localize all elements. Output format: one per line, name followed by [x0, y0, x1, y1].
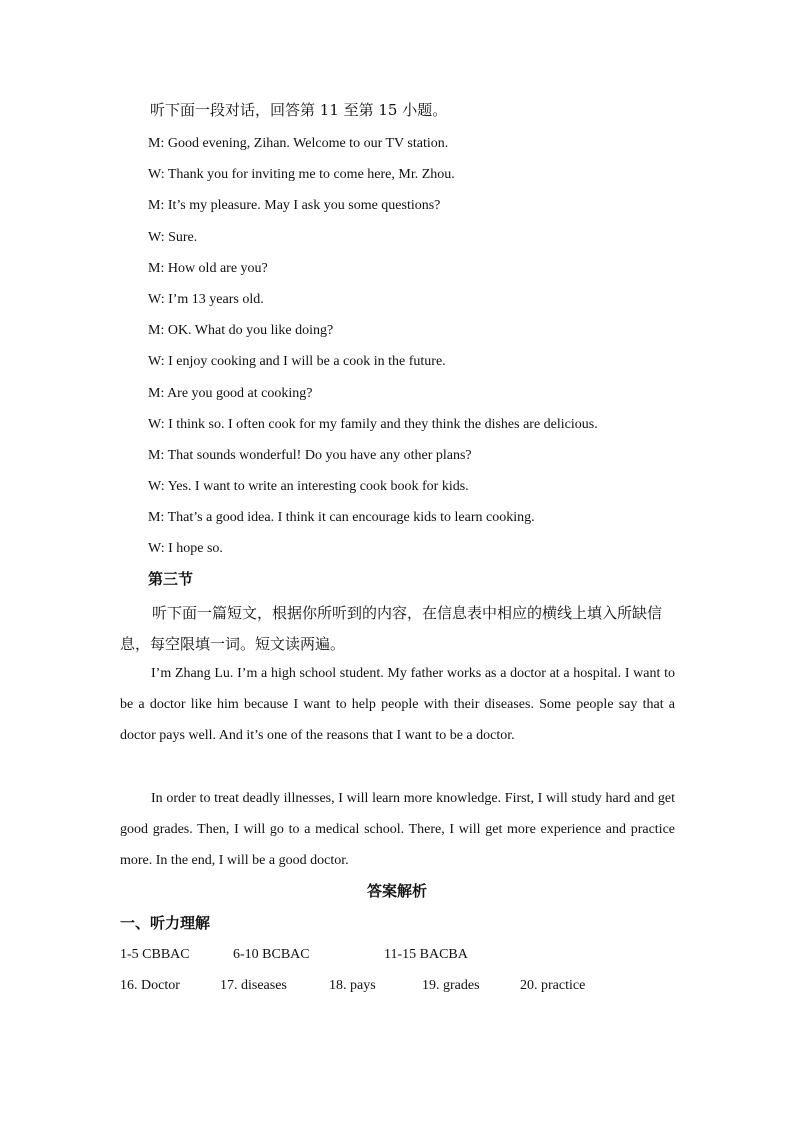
- dialogue-line: M: That sounds wonderful! Do you have any other plans?: [148, 447, 472, 463]
- dialogue-line: M: How old are you?: [148, 260, 268, 276]
- dialogue-line: W: Sure.: [148, 229, 198, 245]
- answer-group: 6-10 BCBAC: [233, 947, 310, 962]
- dialogue-line: W: I hope so.: [148, 541, 223, 557]
- dialogue-line: W: I think so. I often cook for my family and they think the dishes are delicious.: [148, 416, 598, 432]
- dialogue-line: M: OK. What do you like doing?: [148, 323, 334, 339]
- section-instruction: 听下面一篇短文，根据你所听到的内容，在信息表中相应的横线上填入所缺信息，每空限填一词。短文读两遍。: [120, 604, 663, 653]
- answer-item: 18. pays: [329, 978, 376, 993]
- answer-item: 16. Doctor: [120, 978, 180, 993]
- dialogue-line: M: Good evening, Zihan. Welcome to our TV station.: [148, 136, 449, 151]
- dialogue-line: W: Yes. I want to write an interesting cook book for kids.: [148, 479, 469, 495]
- passage-paragraph: I’m Zhang Lu. I’m a high school student. My father works as a doctor at a hospital. I want to be a doctor like him because I want to help people with their diseases. Some people say that a doctor pays well. And it’s one of the reasons that I want to be a doctor.: [120, 666, 675, 744]
- dialogue-line: M: It’s my pleasure. May I ask you some questions?: [148, 198, 441, 214]
- passage-paragraph: In order to treat deadly illnesses, I will learn more knowledge. First, I will study hard and get good grades. Then, I will go to a medical school. There, I will get more experience and practice more. In the end, I will be a good doctor.: [120, 791, 675, 869]
- answer-group: 11-15 BACBA: [384, 947, 468, 962]
- dialogue-line: W: Thank you for inviting me to come here, Mr. Zhou.: [148, 167, 455, 183]
- answer-item: 19. grades: [422, 978, 480, 993]
- answer-item: 17. diseases: [220, 978, 287, 993]
- dialogue-transcript: [148, 132, 708, 569]
- section-heading: 第三节: [148, 570, 194, 588]
- answer-item: 20. practice: [520, 978, 586, 993]
- dialogue-line: W: I enjoy cooking and I will be a cook in the future.: [148, 354, 446, 370]
- answer-group: 1-5 CBBAC: [120, 947, 190, 962]
- answer-part-heading: 一、听力理解: [120, 914, 211, 932]
- dialogue-line: W: I’m 13 years old.: [148, 291, 264, 307]
- dialogue-intro: 听下面一段对话，回答第 11 至第 15 小题。: [150, 101, 448, 119]
- answer-key-title: 答案解析: [366, 882, 427, 900]
- dialogue-line: M: That’s a good idea. I think it can encourage kids to learn cooking.: [148, 510, 535, 526]
- dialogue-line: M: Are you good at cooking?: [148, 385, 313, 401]
